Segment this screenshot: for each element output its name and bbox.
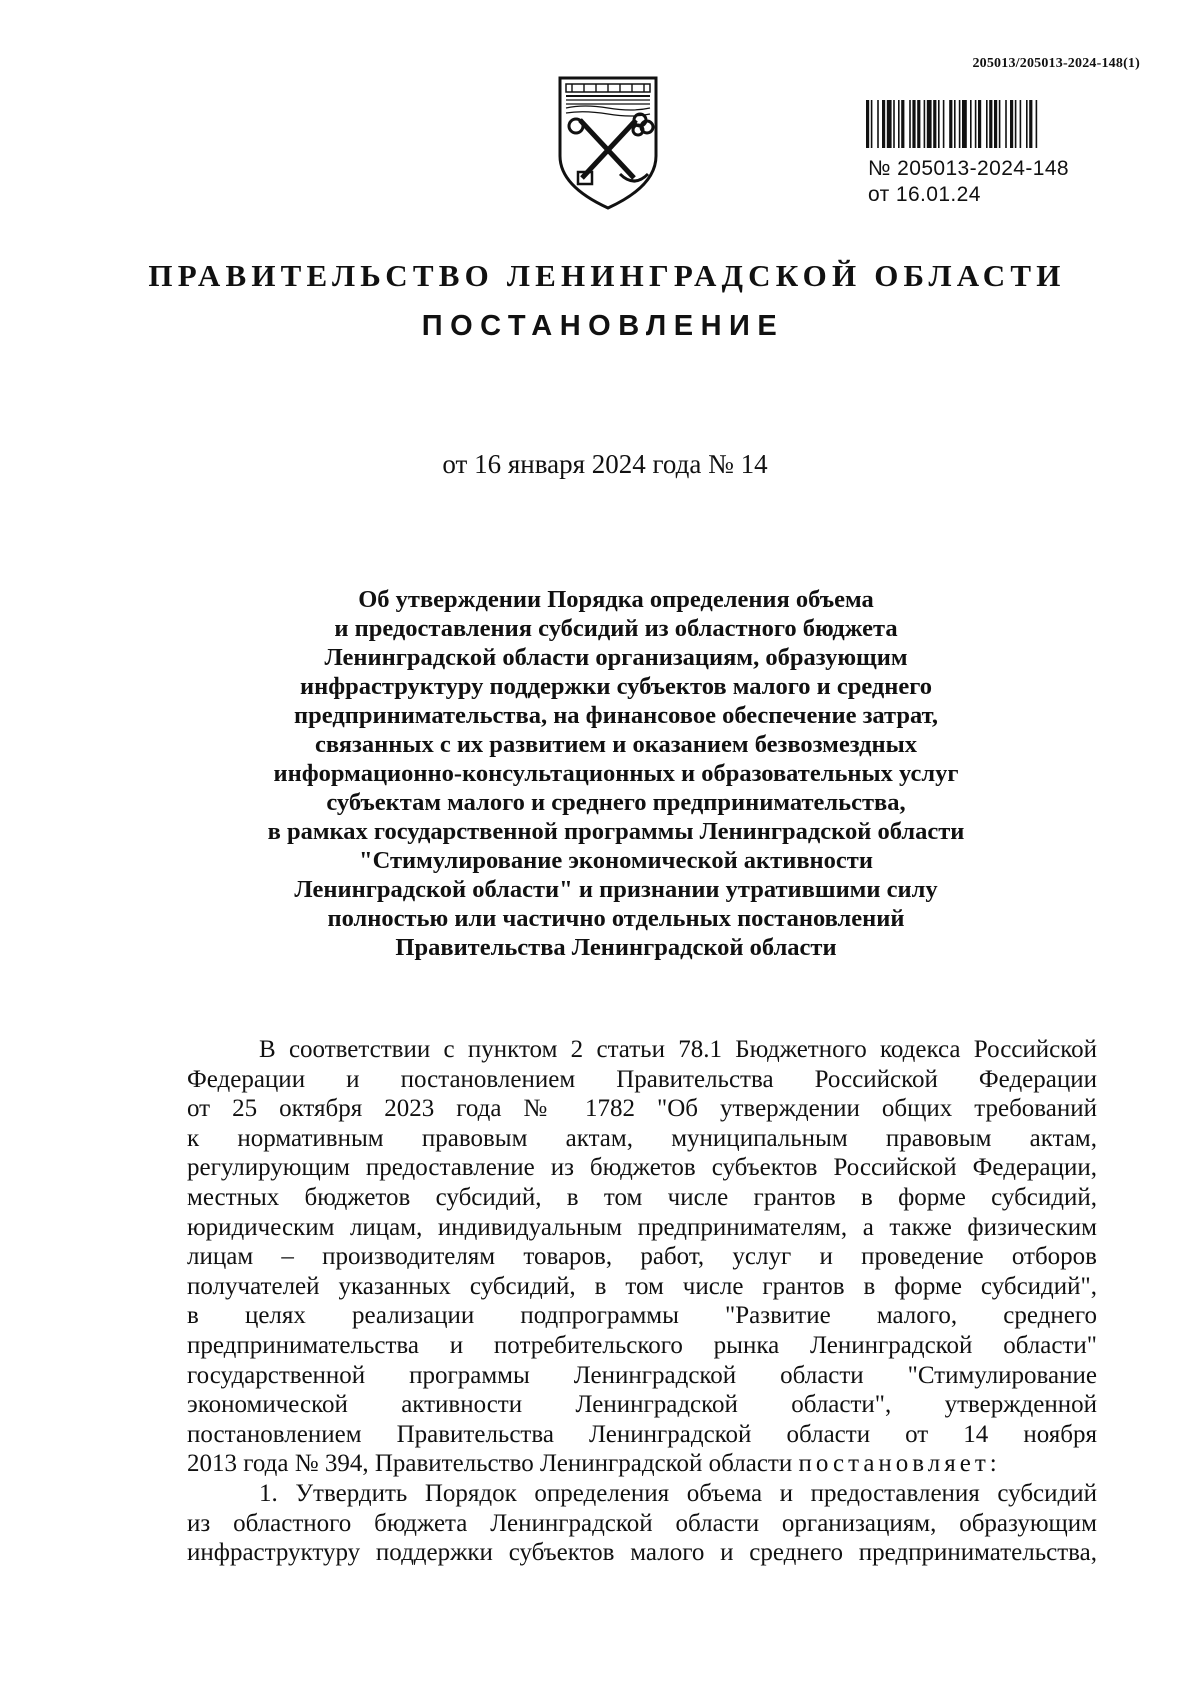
body-line: от 25 октября 2023 года № 1782 "Об утверждении общих требований — [187, 1095, 1097, 1123]
body-line: Федерации и постановлением Правительства Российской Федерации — [187, 1065, 1097, 1093]
barcode-bar — [949, 100, 952, 148]
subject-line: полностью или частично отдельных постановлений — [327, 905, 905, 932]
barcode-bar — [1010, 100, 1013, 148]
body-line-resolves — [187, 1449, 1097, 1479]
barcode-bar — [893, 100, 895, 148]
barcode-bar — [866, 100, 869, 148]
barcode-bar — [943, 100, 945, 148]
subject-line: "Стимулирование экономической активности — [359, 847, 873, 874]
barcode-bar — [978, 100, 981, 148]
barcode-bar — [962, 100, 967, 148]
body-line: лицам – производителям товаров, работ, услуг и проведение отборов — [187, 1243, 1097, 1271]
subject-line: инфраструктуру поддержки субъектов малого и среднего — [299, 673, 933, 700]
barcode-bar — [1026, 100, 1028, 148]
body-line: из областного бюджета Ленинградской области организациям, образующим — [187, 1509, 1097, 1537]
barcode-bar — [1036, 100, 1038, 148]
subject-line: Ленинградской области" и признании утратившими силу — [294, 876, 938, 903]
barcode-bar — [954, 100, 956, 148]
resolves-word: постановляет: — [798, 1450, 1001, 1478]
coat-of-arms-emblem — [554, 74, 662, 212]
barcode-bar — [1015, 100, 1017, 148]
body-line: экономической активности Ленинградской области", утвержденной — [187, 1391, 1097, 1419]
barcode-bar — [994, 100, 997, 148]
barcode-bar — [938, 100, 940, 148]
subject-line: Правительства Ленинградской области — [395, 934, 837, 961]
body-line: в целях реализации подпрограммы "Развитие малого, среднего — [187, 1302, 1097, 1330]
barcode-bar — [927, 100, 932, 148]
document-subject — [236, 585, 996, 962]
barcode-bar — [882, 100, 885, 148]
document-body — [187, 1035, 1097, 1568]
body-line: государственной программы Ленинградской области "Стимулирование — [187, 1361, 1097, 1389]
body-line: к нормативным правовым актам, муниципальным правовым актам, — [187, 1124, 1097, 1152]
subject-line: в рамках государственной программы Ленинградской области — [267, 818, 965, 845]
subject-line: Об утверждении Порядка определения объема — [358, 586, 874, 613]
body-line-text: 2013 года № 394, Правительство Ленинградской области — [187, 1450, 793, 1478]
barcode-bar — [901, 100, 904, 148]
barcode-bar — [917, 100, 920, 148]
barcode-bar — [933, 100, 936, 148]
body-line: местных бюджетов субсидий, в том числе грантов в форме субсидий, — [187, 1183, 1097, 1211]
document-type-heading: ПОСТАНОВЛЕНИЕ — [421, 310, 785, 342]
barcode-bar — [924, 100, 926, 148]
subject-line: предпринимательства, на финансовое обеспечение затрат, — [294, 702, 938, 729]
body-line: инфраструктуру поддержки субъектов малого и среднего предпринимательства, — [187, 1539, 1097, 1567]
barcode-bar — [1020, 100, 1022, 148]
barcode-bar — [999, 100, 1001, 148]
barcode-bar — [871, 100, 873, 148]
barcode-bar — [898, 100, 900, 148]
subject-line: и предоставления субсидий из областного бюджета — [334, 615, 898, 642]
barcode-bar — [909, 100, 911, 148]
registration-block — [868, 156, 1069, 208]
barcode-bar — [877, 100, 879, 148]
body-line: получателей указанных субсидий, в том числе грантов в форме субсидий", — [187, 1272, 1097, 1300]
subject-line: информационно-консультационных и образовательных услуг — [273, 760, 959, 787]
document-code: 205013/205013-2024-148(1) — [972, 56, 1140, 71]
barcode-bar — [912, 100, 915, 148]
body-line: 1. Утвердить Порядок определения объема и предоставления субсидий — [259, 1479, 1097, 1507]
barcode-bar — [989, 100, 992, 148]
body-line: В соответствии с пунктом 2 статьи 78.1 Бюджетного кодекса Российской — [259, 1036, 1097, 1063]
registration-date: от 16.01.24 — [868, 183, 981, 206]
barcode-bar — [959, 100, 961, 148]
subject-line: субъектам малого и среднего предпринимательства, — [326, 789, 906, 816]
body-line: регулирующим предоставление из бюджетов субъектов Российской Федерации, — [187, 1154, 1097, 1182]
body-line: предпринимательства и потребительского рынка Ленинградской области" — [187, 1331, 1097, 1359]
government-title: ПРАВИТЕЛЬСТВО ЛЕНИНГРАДСКОЙ ОБЛАСТИ — [148, 258, 1066, 293]
barcode-bar — [887, 100, 892, 148]
barcode-bar — [1029, 100, 1032, 148]
registration-number: № 205013-2024-148 — [868, 157, 1069, 180]
subject-line: связанных с их развитием и оказанием безвозмездных — [314, 731, 918, 758]
barcode-bar — [975, 100, 977, 148]
barcode-bar — [986, 100, 988, 148]
body-line: юридическим лицам, индивидуальным предпринимателям, а также физическим — [187, 1213, 1097, 1241]
subject-line: Ленинградской области организациям, образующим — [324, 644, 908, 671]
document-date-number: от 16 января 2024 года № 14 — [442, 449, 768, 479]
barcode-bar — [970, 100, 972, 148]
barcode-bar — [1005, 100, 1007, 148]
body-line: постановлением Правительства Ленинградской области от 14 ноября — [187, 1420, 1097, 1448]
barcode — [864, 100, 1132, 148]
